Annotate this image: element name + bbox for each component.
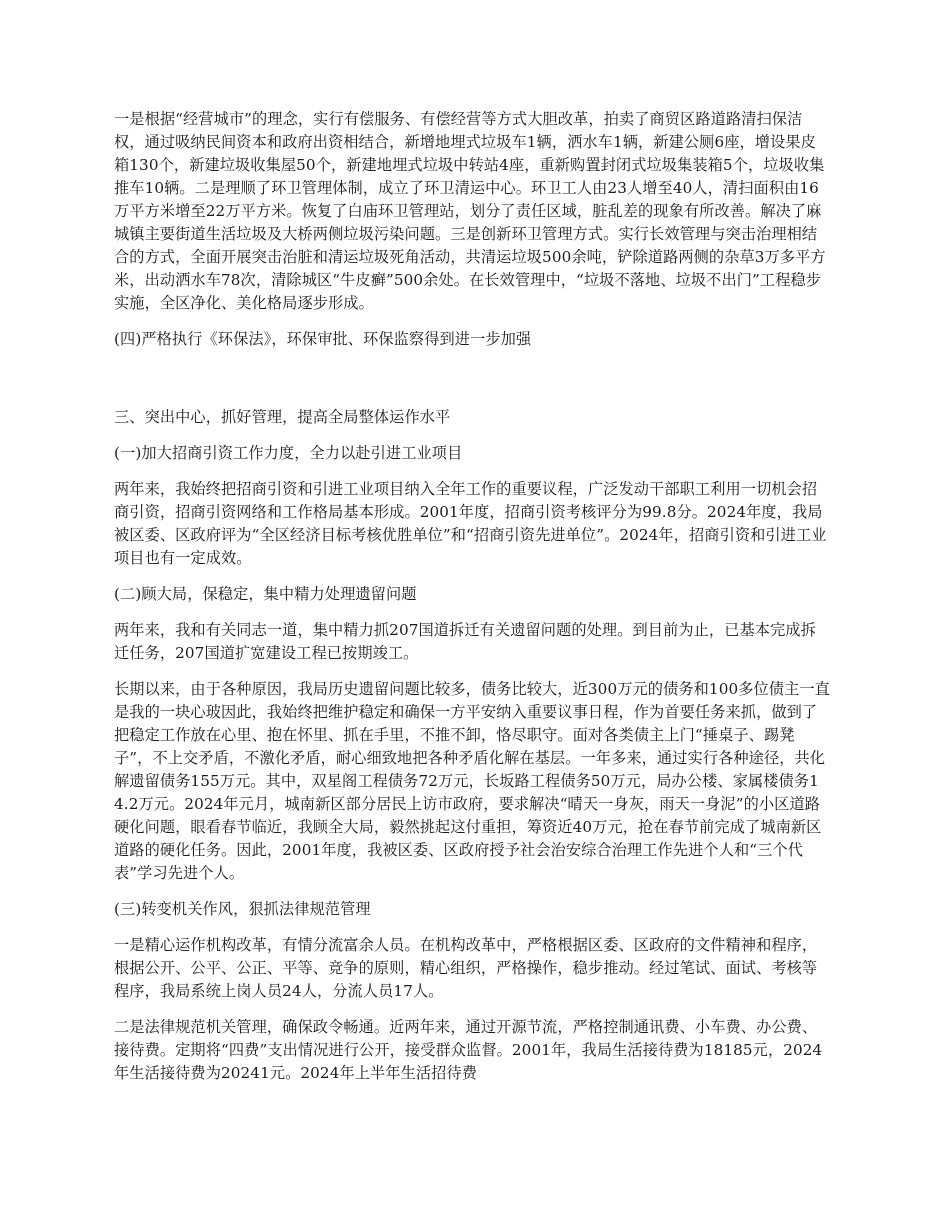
paragraph-legacy-debt: 长期以来，由于各种原因，我局历史遗留问题比较多，债务比较大，近300万元的债务和100多位债主一直是我的一块心玻因此，我始终把维护稳定和确保一方平安纳入重要议事日程，作为首要任务来抓，做到了把稳定工作放在心里、抱在怀里、抓在手里，不推不卸，恪尽职守。面对各类债主上门“捶桌子、踢凳子”，不上交矛盾，不激化矛盾，耐心细致地把各种矛盾化解在基层。一年多来，通过实行各种途径，共化解遗留债务155万元。其中，双星阁工程债务72万元，长坂路工程债务50万元，局办公楼、家属楼债务14.2万元。2024年元月，城南新区部分居民上访市政府，要求解决“晴天一身灰，雨天一身泥”的小区道路硬化问题，眼看春节临近，我顾全大局，毅然挑起这付重担，筹资近40万元，抢在春节前完成了城南新区道路的硬化任务。因此，2001年度，我被区委、区政府授予社会治安综合治理工作先进个人和“三个代表”学习先进个人。 [114,680,830,882]
document-page [114,108,830,1098]
paragraph-sanitation-reform: 一是根据“经营城市”的理念，实行有偿服务、有偿经营等方式大胆改革，拍卖了商贸区路道路清扫保洁权，通过吸纳民间资本和政府出资相结合，新增地埋式垃圾车1辆，洒水车1辆，新建公厕6座，增设果皮箱130个，新建垃圾收集屋50个，新建地埋式垃圾中转站4座，重新购置封闭式垃圾集装箱5个，垃圾收集推车10辆。二是理顺了环卫管理体制，成立了环卫清运中心。环卫工人由23人增至40人，清扫面积由16万平方米增至22万平方米。恢复了白庙环卫管理站，划分了责任区域，脏乱差的现象有所改善。解决了麻城镇主要街道生活垃圾及大桥两侧垃圾污染问题。三是创新环卫管理方式。实行长效管理与突击治理相结合的方式，全面开展突击治脏和清运垃圾死角活动，共清运垃圾500余吨，铲除道路两侧的杂草3万多平方米，出动洒水车78次，清除城区“牛皮癣”500余处。在长效管理中，“垃圾不落地、垃圾不出门”工程稳步实施，全区净化、美化格局逐步形成。 [114,110,826,312]
paragraph-expense-control: 二是法律规范机关管理，确保政令畅通。近两年来，通过开源节流，严格控制通讯费、小车费、办公费、接待费。定期将“四费”支出情况进行公开，接受群众监督。2001年，我局生活接待费为18185元，2024年生活接待费为20241元。2024年上半年生活招待费 [114,1018,823,1082]
heading-environmental-law: (四)严格执行《环保法》，环保审批、环保监察得到进一步加强 [114,330,532,348]
section-heading-three: 三、突出中心，抓好管理，提高全局整体运作水平 [114,408,451,426]
paragraph-institutional-reform: 一是精心运作机构改革，有情分流富余人员。在机构改革中，严格根据区委、区政府的文件精神和程序，根据公开、公平、公正、平等、竞争的原则，精心组织，严格操作，稳步推动。经过笔试、面试、考核等程序，我局系统上岗人员24人，分流人员17人。 [114,936,818,1000]
heading-work-style: (三)转变机关作风，狠抓法律规范管理 [114,900,371,918]
paragraph-highway-demolition: 两年来，我和有关同志一道，集中精力抓207国道拆迁有关遗留问题的处理。到目前为止，已基本完成拆迁任务，207国道扩宽建设工程已按期竣工。 [114,621,816,662]
section-gap [114,364,830,406]
heading-stability: (二)顾大局，保稳定，集中精力处理遗留问题 [114,585,417,603]
paragraph-investment: 两年来，我始终把招商引资和引进工业项目纳入全年工作的重要议程，广泛发动干部职工利用一切机会招商引资，招商引资网络和工作格局基本形成。2001年度，招商引资考核评分为99.8分。2024年度，我局被区委、区政府评为“全区经济目标考核优胜单位”和“招商引资先进单位”。2024年，招商引资和引进工业项目也有一定成效。 [114,480,827,567]
heading-investment: (一)加大招商引资工作力度，全力以赴引进工业项目 [114,444,463,462]
